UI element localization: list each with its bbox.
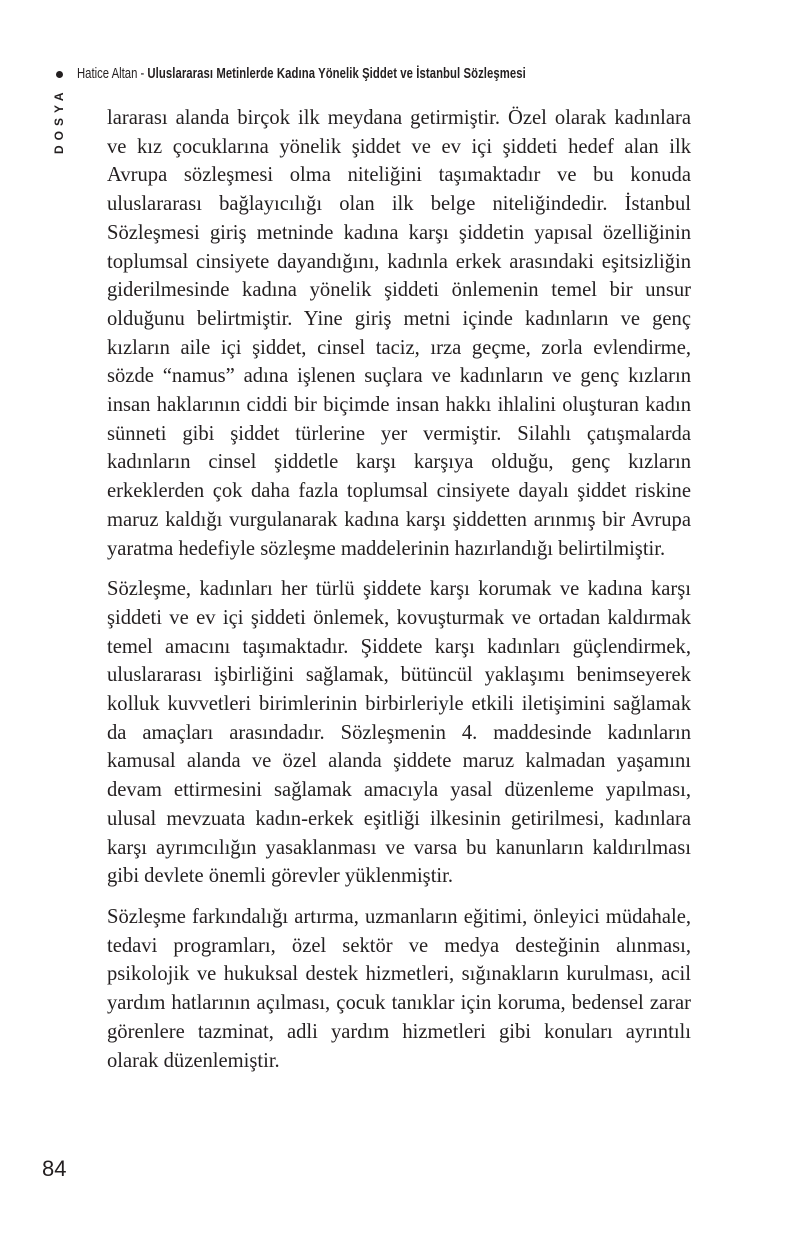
paragraph: Sözleşme farkındalığı artırma, uzmanların eğitimi, önleyici müdahale, tedavi programları, özel sektör ve medya desteğinin alınması, psikolojik ve hukuksal destek hizmetleri, sığınakların kurulması, acil yardım hatlarının açılması, çocuk tanıklar için koruma, bedensel zarar görenlere tazminat, adli yardım hizmetleri gibi konuları ayrıntılı olarak düzenlemiştir. xyxy=(107,905,691,1072)
bullet-icon xyxy=(56,71,63,78)
body-text xyxy=(107,104,691,1087)
paragraph: Sözleşme, kadınları her türlü şiddete karşı korumak ve kadına karşı şiddeti ve ev içi şiddeti önlemek, kovuşturmak ve ortadan kaldırmak temel amacını taşımaktadır. Şiddete karşı kadınları güçlendirmek, uluslararası işbirliğini sağlamak, bütüncül yaklaşımı benimseyerek kolluk kuvvetleri birimlerinin birbirleriyle etkili iletişimini sağlamak da amaçları arasındadır. Sözleşmenin 4. maddesinde kadınların kamusal alanda ve özel alanda şiddete maruz kalmadan yaşamını devam ettirmesini sağlamak amacıyla yasal düzenleme yapılması, ulusal mevzuata kadın-erkek eşitliği ilkesinin getirilmesi, kadınlara karşı ayrımcılığın yasaklanması ve varsa bu kanunların kaldırılması gibi devlete önemli görevler yüklenmiştir. xyxy=(107,578,691,888)
running-head xyxy=(56,63,652,85)
running-head-text xyxy=(77,66,526,82)
paragraph: lararası alanda birçok ilk meydana getirmiştir. Özel olarak kadınlara ve kız çocuklarına yönelik şiddet ve ev içi şiddeti hedef alan ilk Avrupa sözleşmesi olma niteliğini taşımaktadır ve bu konuda uluslararası bağlayıcılığı olan ilk belge niteliğindedir. İstanbul Sözleşmesi giriş metninde kadına karşı şiddetin yapısal özelliğinin toplumsal cinsiyete dayandığını, kadınla erkek arasındaki eşitsizliğin giderilmesinde kadına yönelik şiddeti önlemenin temel bir unsur olduğunu belirtmiştir. Yine giriş metni içinde kadınların ve genç kızların aile içi şiddet, cinsel taciz, ırza geçme, zorla evlendirme, sözde “namus” adına işlenen suçlara ve kadınların ve genç kızların insan haklarının ciddi bir biçimde insan hakkı ihlalini oluşturan kadın sünneti gibi şiddet türlerine yer vermiştir. Silahlı çatışmalarda kadınların cinsel şiddetle karşı karşıya olduğu, genç kızların erkeklerden çok daha fazla toplumsal cinsiyete dayalı şiddet riskine maruz kaldığı vurgulanarak kadına karşı şiddetten arınmış bir Avrupa yaratma hedefiyle sözleşme maddelerinin hazırlandığı belirtilmiştir. xyxy=(107,107,691,560)
running-head-author: Hatice Altan - xyxy=(77,66,148,82)
section-label: DOSYA xyxy=(52,87,66,155)
page-number: 84 xyxy=(42,1156,67,1181)
running-head-title: Uluslararası Metinlerde Kadına Yönelik Şiddet ve İstanbul Sözleşmesi xyxy=(147,66,526,82)
